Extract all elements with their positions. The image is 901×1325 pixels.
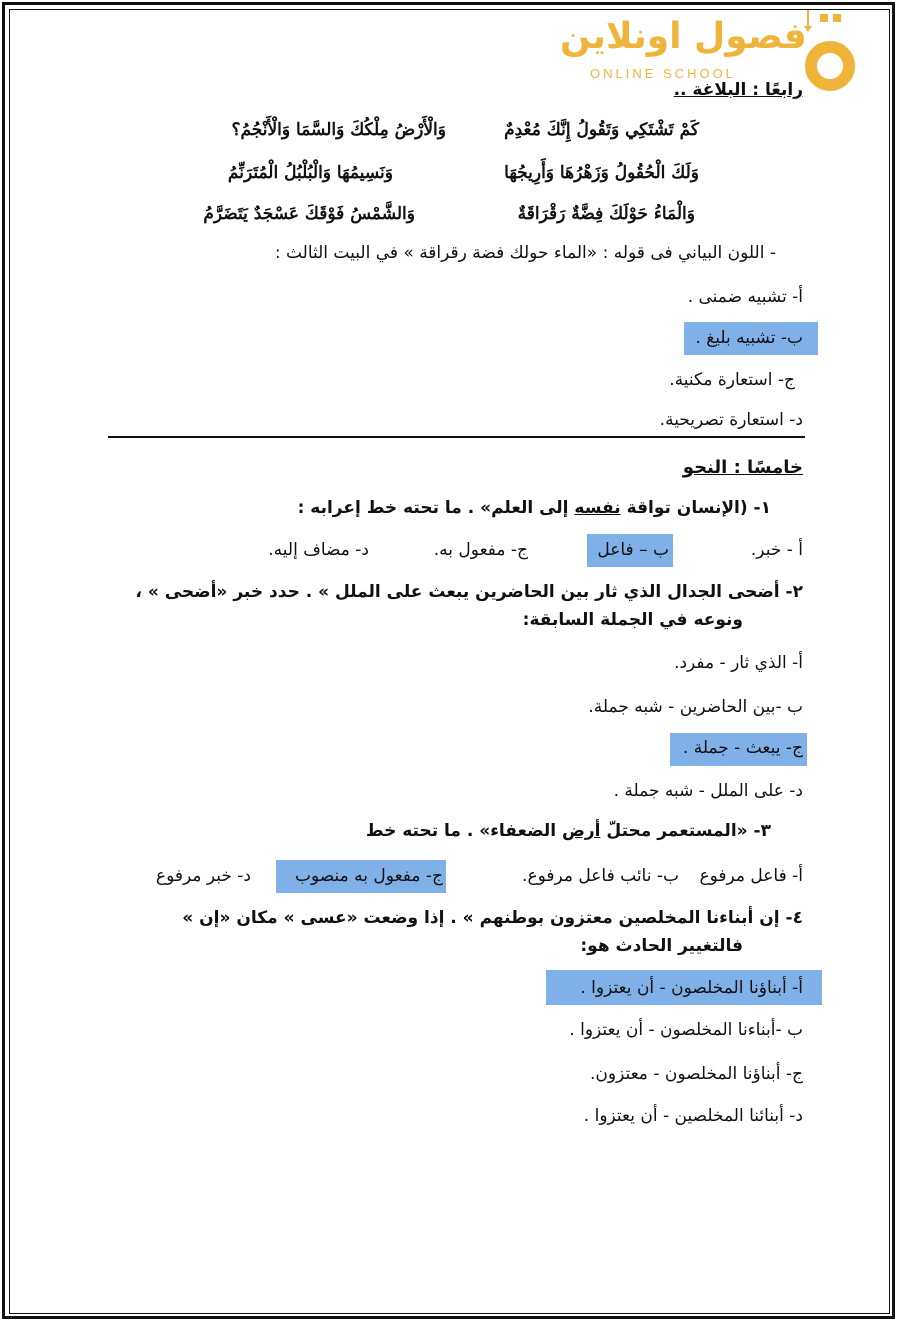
verse-3-right: وَالْمَاءُ حَوْلَكَ فِضَّةٌ رَقْرَاقَةٌ [517, 204, 695, 224]
q4-option-a: أ- أبناؤنا المخلصون - أن يعتزوا . [580, 978, 803, 998]
q1-option-c: ج- مفعول به. [433, 540, 528, 560]
q1-option-b: ب – فاعل [597, 540, 669, 560]
q3-option-b: ب- نائب فاعل مرفوع. [522, 866, 679, 886]
s4-option-d: د- استعارة تصريحية. [659, 410, 803, 430]
section4-question: - اللون البياني فى قوله : «الماء حولك فضة رقراقة » في البيت الثالث : [274, 243, 776, 263]
q2-option-a: أ- الذي ثار - مفرد. [674, 653, 803, 673]
q2-line1: ٢- أضحى الجدال الذي ثار بين الحاضرين يبعث على الملل » . حدد خبر «أضحى » ، [135, 582, 803, 602]
section4-title: رابعًا : البلاغة .. [673, 80, 803, 100]
q4-line2: فالتغيير الحادث هو: [580, 936, 743, 956]
verse-2-left: وَنَسِيمُهَا وَالْبُلْبُلُ الْمُتَرَنِّمُ [227, 163, 393, 183]
q3-text [366, 821, 771, 841]
q1-suffix: إلى العلم» . ما تحته خط إعرابه : [297, 498, 575, 518]
verse-3-left: وَالشَّمْسُ فَوْقَكَ عَسْجَدٌ يَتَضَرَّمُ [203, 204, 415, 224]
q4-option-d: د- أبنائنا المخلصين - أن يعتزوا . [583, 1106, 803, 1126]
q3-underlined: أرض [562, 821, 601, 841]
q3-option-d: د- خبر مرفوع [155, 866, 251, 886]
q2-option-b: ب -بين الحاضرين - شبه جملة. [588, 697, 803, 717]
q4-line1: ٤- إن أبناءنا المخلصين معتزون بوطنهم » . إذا وضعت «عسى » مكان «إن » [182, 908, 803, 928]
q3-suffix: الضعفاء» . ما تحته خط [365, 821, 563, 841]
section-divider [108, 436, 805, 438]
verse-2-right: وَلَكَ الْحُقُولُ وَزَهْرُهَا وَأَرِيجُهَا [504, 163, 699, 183]
q2-option-c: ج- يبعث - جملة . [682, 738, 803, 758]
q2-line2: ونوعه في الجملة السابقة: [522, 610, 743, 630]
logo-mark-icon [800, 6, 860, 91]
q3-prefix: ٣- «المستعمر محتلّ [600, 821, 771, 841]
logo-english: ONLINE SCHOOL [590, 66, 736, 81]
s4-option-c: ج- استعارة مكنية. [669, 370, 795, 390]
logo-arabic: فصول اونلاين [560, 16, 807, 57]
section5-title: خامسًا : النحو [682, 457, 803, 478]
q1-text [298, 498, 771, 518]
q3-option-a: أ- فاعل مرفوع [699, 866, 803, 886]
q2-option-d: د- على الملل - شبه جملة . [613, 781, 803, 801]
q1-option-d: د- مضاف إليه. [268, 540, 369, 560]
verse-1-right: كَمْ تَشْتَكِي وَتَقُولُ إِنَّكَ مُعْدِمٌ [504, 120, 699, 140]
verse-1-left: وَالْأَرْضُ مِلْكُكَ وَالسَّمَا وَالْأَنْجُمُ؟ [231, 120, 446, 140]
q1-prefix: ١- (الإنسان تواقة [620, 498, 771, 518]
q3-option-c: ج- مفعول به منصوب [295, 866, 443, 886]
q1-option-a: أ - خبر. [750, 540, 803, 560]
q1-underlined: نفسه [574, 498, 621, 518]
q4-option-c: ج- أبناؤنا المخلصون - معتزون. [590, 1064, 803, 1084]
q4-option-b: ب -أبناءنا المخلصون - أن يعتزوا . [569, 1020, 803, 1040]
s4-option-a: أ- تشبيه ضمنى . [687, 287, 803, 307]
s4-option-b: ب- تشبيه بليغ . [695, 328, 803, 348]
